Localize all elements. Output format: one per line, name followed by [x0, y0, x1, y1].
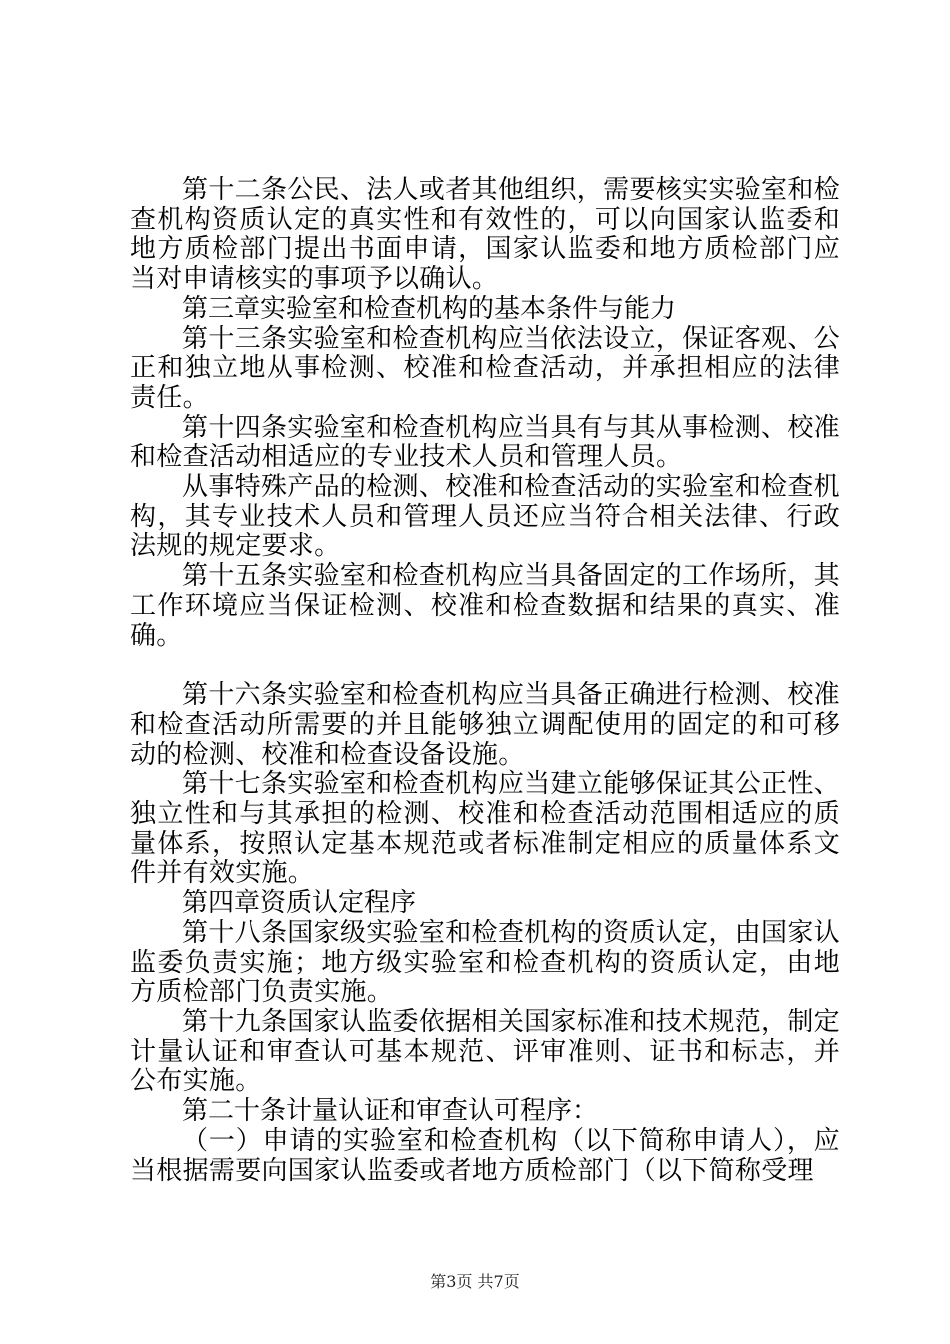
- page-number-footer: 第3页 共7页: [430, 1272, 520, 1291]
- paragraph-item-1: （一）申请的实验室和检查机构（以下简称申请人），应当根据需要向国家认监委或者地方质检部门（以下简称受理: [130, 1125, 840, 1186]
- paragraph-article-17: 第十七条实验室和检查机构应当建立能够保证其公正性、独立性和与其承担的检测、校准和检查活动范围相适应的质量体系，按照认定基本规范或者标准制定相应的质量体系文件并有效实施。: [130, 769, 840, 889]
- paragraph-article-12: 第十二条公民、法人或者其他组织，需要核实实验室和检查机构资质认定的真实性和有效性的，可以向国家认监委和地方质检部门提出书面申请，国家认监委和地方质检部门应当对申请核实的事项予以确认。: [130, 175, 840, 295]
- paragraph-article-16: 第十六条实验室和检查机构应当具备正确进行检测、校准和检查活动所需要的并且能够独立调配使用的固定的和可移动的检测、校准和检查设备设施。: [130, 680, 840, 770]
- paragraph-article-19: 第十九条国家认监委依据相关国家标准和技术规范，制定计量认证和审查认可基本规范、评审准则、证书和标志，并公布实施。: [130, 1006, 840, 1097]
- paragraph-article-15: 第十五条实验室和检查机构应当具备固定的工作场所，其工作环境应当保证检测、校准和检查数据和结果的真实、准确。: [130, 561, 840, 651]
- paragraph-article-14: 第十四条实验室和检查机构应当具有与其从事检测、校准和检查活动相适应的专业技术人员和管理人员。: [130, 412, 840, 473]
- chapter-4-heading: 第四章资质认定程序: [182, 888, 417, 919]
- paragraph-special-products: 从事特殊产品的检测、校准和检查活动的实验室和检查机构，其专业技术人员和管理人员还应当符合相关法律、行政法规的规定要求。: [130, 472, 840, 562]
- paragraph-article-13: 第十三条实验室和检查机构应当依法设立，保证客观、公正和独立地从事检测、校准和检查活动，并承担相应的法律责任。: [130, 323, 840, 413]
- paragraph-article-18: 第十八条国家级实验室和检查机构的资质认定，由国家认监委负责实施；地方级实验室和检查机构的资质认定，由地方质检部门负责实施。: [130, 917, 840, 1008]
- document-body: [130, 176, 840, 1186]
- chapter-3-heading: 第三章实验室和检查机构的基本条件与能力: [182, 293, 677, 324]
- paragraph-article-20: 第二十条计量认证和审查认可程序：: [182, 1096, 599, 1127]
